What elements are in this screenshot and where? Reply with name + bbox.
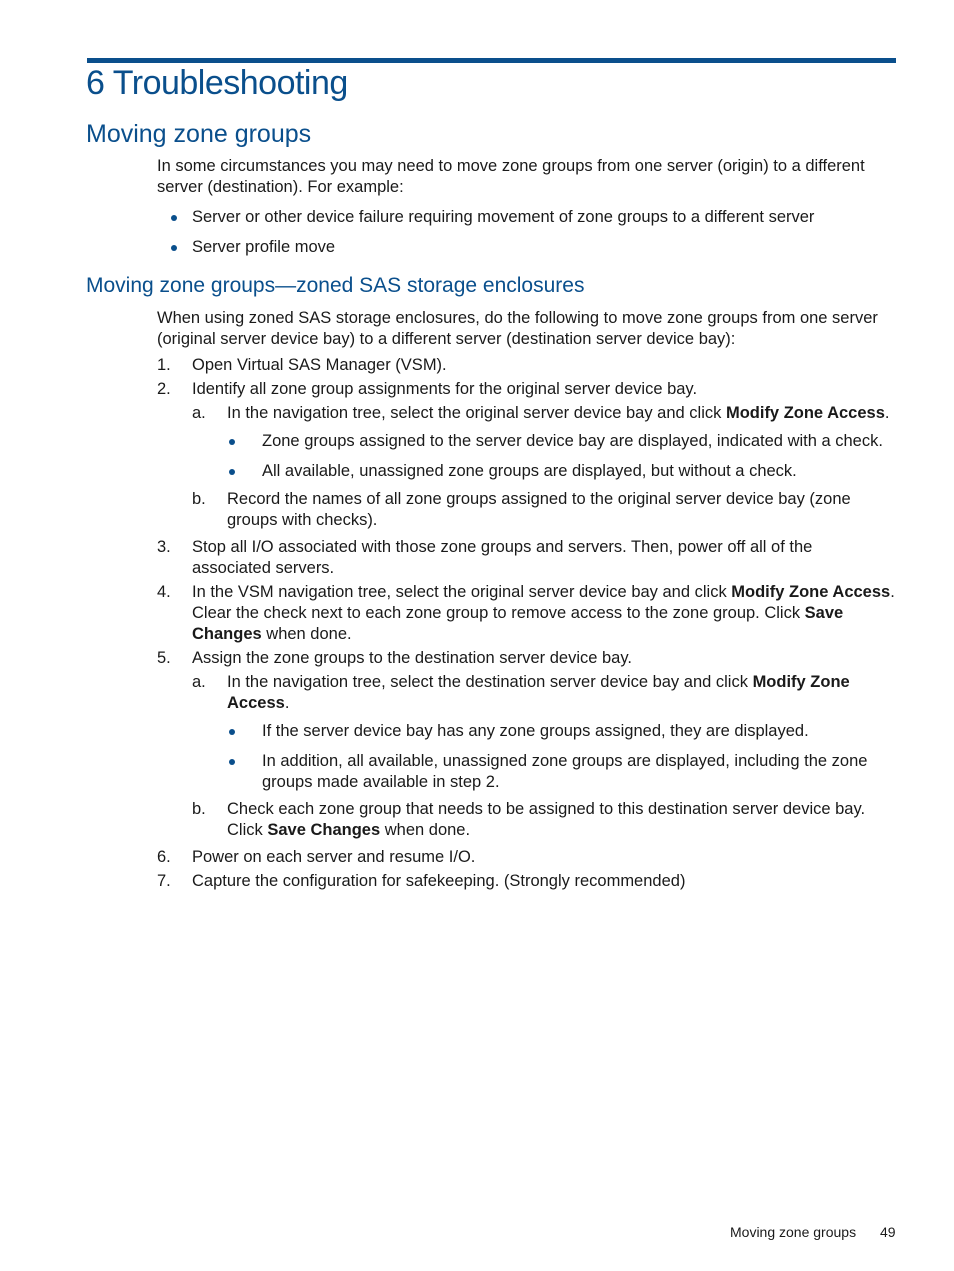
substep-letter: a. bbox=[192, 673, 206, 691]
intro-paragraph: In some circumstances you may need to move zone groups from one server (origin) to a different server (destination). For example: bbox=[157, 157, 865, 196]
section-title: Moving zone groups bbox=[86, 120, 312, 148]
intro-bullet: Server or other device failure requiring movement of zone groups to a different server bbox=[192, 208, 815, 226]
step-text: Stop all I/O associated with those zone groups and servers. Then, power off all of the associated servers. bbox=[192, 538, 813, 577]
bullet-icon bbox=[229, 729, 235, 735]
footer-section-name: Moving zone groups bbox=[730, 1224, 857, 1240]
substep-letter: b. bbox=[192, 800, 206, 818]
bullet-icon bbox=[171, 245, 177, 251]
substep-bullet: Zone groups assigned to the server device bay are displayed, indicated with a check. bbox=[262, 432, 883, 450]
intro-bullet: Server profile move bbox=[192, 238, 336, 256]
substep-text: Check each zone group that needs to be assigned to this destination server device bay. Click Save Changes when done. bbox=[227, 800, 866, 839]
step-text: Open Virtual SAS Manager (VSM). bbox=[192, 356, 447, 374]
substep-letter: b. bbox=[192, 490, 206, 508]
step-text: Power on each server and resume I/O. bbox=[192, 848, 476, 866]
substep-text: In the navigation tree, select the destination server device bay and click Modify Zone Access. bbox=[227, 673, 850, 712]
substep-bullet: In addition, all available, unassigned zone groups are displayed, including the zone groups made available in step 2. bbox=[262, 752, 868, 791]
step-number: 7. bbox=[157, 872, 171, 890]
step-number: 2. bbox=[157, 380, 171, 398]
subsection-intro: When using zoned SAS storage enclosures, do the following to move zone groups from one server (original server device bay) to a different server (destination server device bay): bbox=[157, 309, 878, 348]
substep-text: Record the names of all zone groups assigned to the original server device bay (zone groups with checks). bbox=[227, 490, 851, 529]
step-number: 1. bbox=[157, 356, 171, 374]
step-text: In the VSM navigation tree, select the original server device bay and click Modify Zone Access. Clear the check next to each zone group to remove access to the zone group. Click Save Changes when done. bbox=[192, 583, 895, 643]
chapter-title: 6 Troubleshooting bbox=[86, 64, 348, 102]
step-text: Identify all zone group assignments for the original server device bay. bbox=[192, 380, 698, 398]
step-number: 6. bbox=[157, 848, 171, 866]
substep-letter: a. bbox=[192, 404, 206, 422]
step-number: 4. bbox=[157, 583, 171, 601]
bullet-icon bbox=[171, 215, 177, 221]
header-rule bbox=[87, 58, 896, 63]
substep-text: In the navigation tree, select the original server device bay and click Modify Zone Access. bbox=[227, 404, 890, 422]
bullet-icon bbox=[229, 469, 235, 475]
step-number: 5. bbox=[157, 649, 171, 667]
page-number: 49 bbox=[880, 1224, 896, 1240]
bullet-icon bbox=[229, 439, 235, 445]
substep-bullet: All available, unassigned zone groups are displayed, but without a check. bbox=[262, 462, 797, 480]
step-number: 3. bbox=[157, 538, 171, 556]
bullet-icon bbox=[229, 759, 235, 765]
subsection-title: Moving zone groups—zoned SAS storage enclosures bbox=[86, 274, 585, 297]
step-text: Capture the configuration for safekeeping. (Strongly recommended) bbox=[192, 872, 686, 890]
step-text: Assign the zone groups to the destination server device bay. bbox=[192, 649, 632, 667]
substep-bullet: If the server device bay has any zone groups assigned, they are displayed. bbox=[262, 722, 809, 740]
